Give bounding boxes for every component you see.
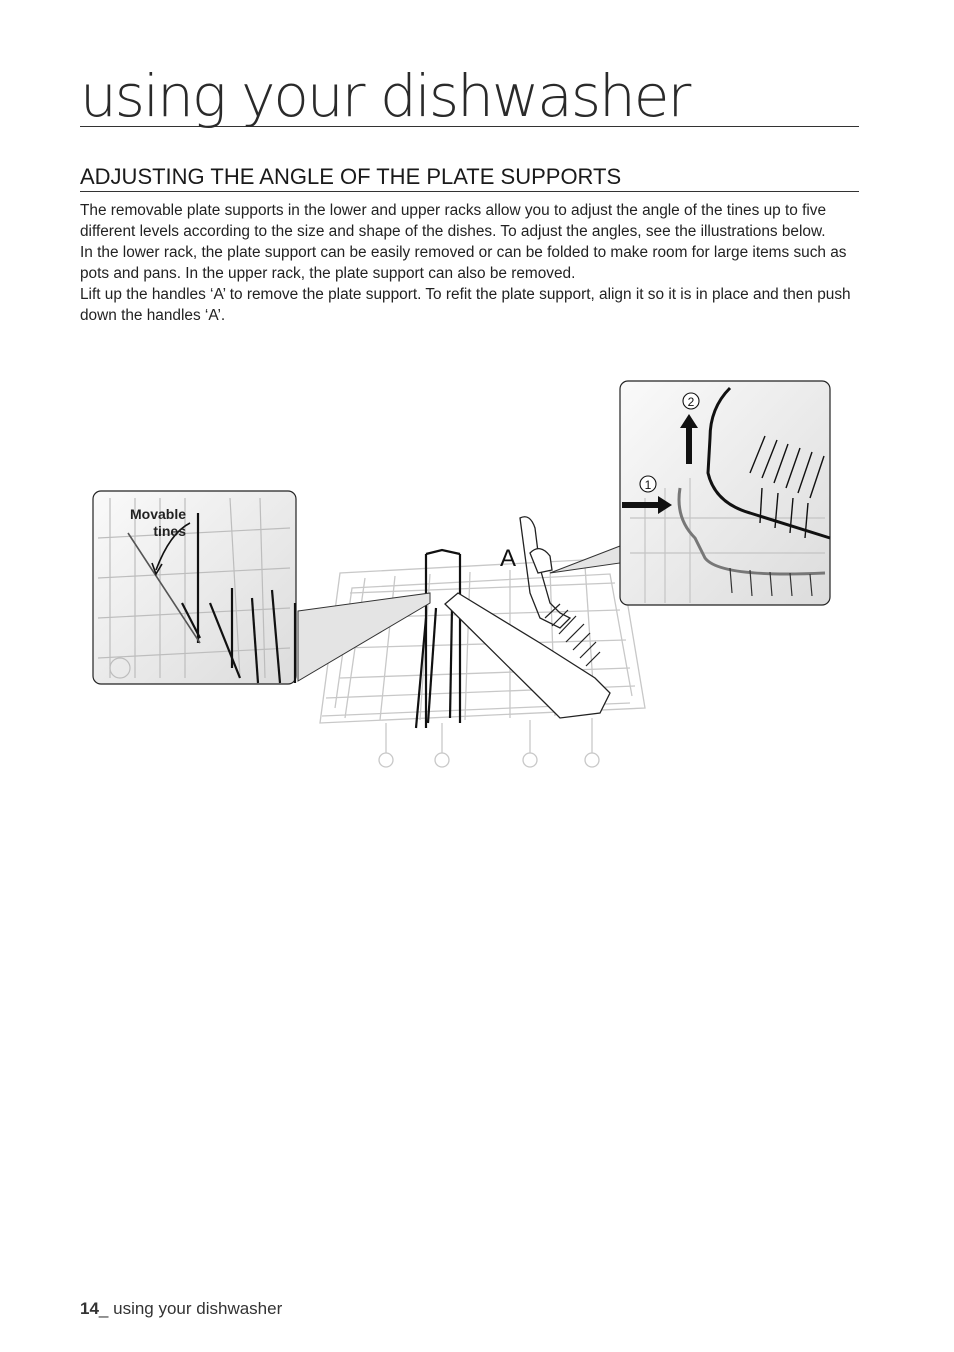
hand-drawing xyxy=(445,517,610,718)
section-heading: ADJUSTING THE ANGLE OF THE PLATE SUPPORTS xyxy=(80,164,859,192)
handle-label-a: A xyxy=(500,545,517,572)
step-2-label: 2 xyxy=(687,395,695,409)
footer-section-name: using your dishwasher xyxy=(113,1299,283,1318)
lower-rack-drawing xyxy=(320,558,645,767)
right-inset xyxy=(550,381,830,605)
plate-support-illustration xyxy=(90,378,835,778)
page-number: 14 xyxy=(80,1299,99,1318)
paragraph-3: Lift up the handles ‘A’ to remove the plate support. To refit the plate support, align it so it is in place and then push down the handles ‘A’. xyxy=(80,286,851,324)
footer-separator: _ xyxy=(98,1299,114,1318)
page-footer xyxy=(80,1299,282,1319)
step-1-label: 1 xyxy=(644,478,652,492)
page-title: using your dishwasher xyxy=(80,66,859,127)
body-text xyxy=(80,201,859,327)
paragraph-1: The removable plate supports in the lower and upper racks allow you to adjust the angle of the tines up to five different levels according to the size and shape of the dishes. To adjust the angles, see the illustrations below. xyxy=(80,202,827,240)
movable-label-line1: Movable xyxy=(129,506,186,522)
left-inset xyxy=(93,491,430,684)
movable-label-line2: tines xyxy=(153,523,186,539)
plate-support-tines xyxy=(416,550,460,728)
illustration-svg xyxy=(90,378,835,778)
paragraph-2: In the lower rack, the plate support can be easily removed or can be folded to make room for large items such as pots and pans. In the upper rack, the plate support can also be removed. xyxy=(80,244,847,282)
